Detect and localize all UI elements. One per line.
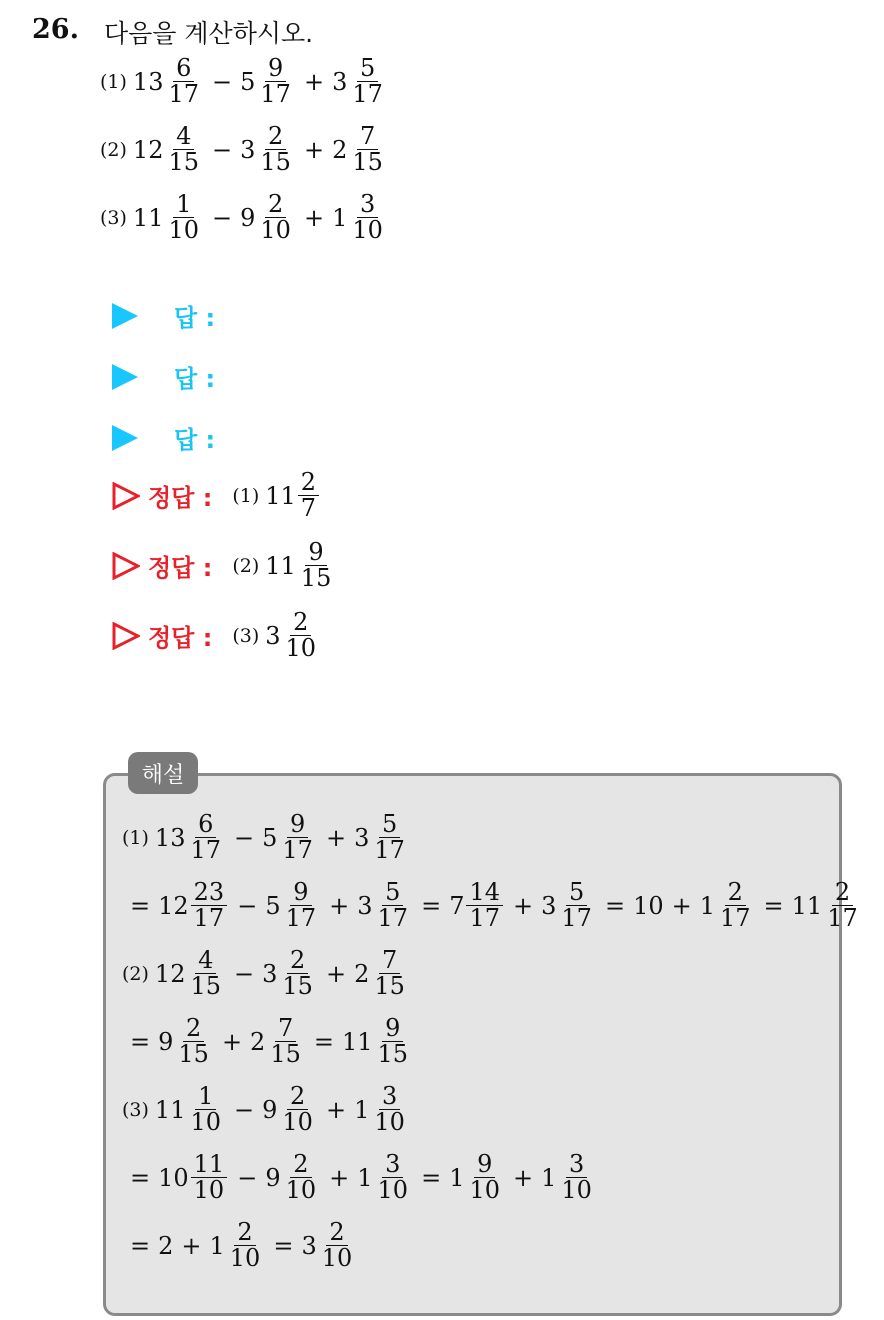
item-label: (3) (232, 624, 260, 647)
operator: − (234, 959, 255, 988)
whole: 11 (265, 551, 296, 580)
fraction: $\frac{9}{10}$ (469, 1150, 501, 1205)
fraction: $\frac{1}{10}$ (190, 1082, 222, 1137)
whole: 9 (240, 203, 256, 232)
fraction: $\frac{5}{17}$ (561, 878, 592, 933)
answer-label: 답 : (174, 426, 216, 454)
fraction: $\frac{3}{10}$ (377, 1150, 409, 1205)
fraction: $\frac{2}{17}$ (827, 878, 858, 933)
fraction: $\frac{2}{7}$ (298, 470, 319, 521)
operator: = (273, 1231, 294, 1260)
item-label: (2) (232, 554, 260, 577)
operator: + (303, 135, 325, 164)
number: 2 (158, 1231, 174, 1260)
operator: = (421, 891, 442, 920)
answer-label: 답 : (174, 304, 216, 332)
whole: 9 (265, 1163, 281, 1192)
whole: 5 (262, 823, 278, 852)
whole: 3 (262, 959, 278, 988)
fraction: $\frac{9}{15}$ (377, 1014, 409, 1069)
item-label: (1) (100, 70, 127, 93)
arrow-icon (112, 364, 138, 390)
operator: − (212, 135, 233, 164)
whole: 13 (132, 67, 164, 96)
whole: 1 (354, 1095, 370, 1124)
whole: 3 (301, 1231, 317, 1260)
fraction: $\frac{6}{17}$ (168, 54, 200, 109)
item-label: (1) (122, 826, 149, 849)
fraction: $\frac{2}{10}$ (285, 1150, 317, 1205)
fraction: $\frac{9}{17}$ (285, 878, 317, 933)
operator: + (671, 891, 692, 920)
operator: = (130, 891, 151, 920)
item-label: (1) (232, 484, 260, 507)
operator: + (221, 1027, 243, 1056)
question-number: 26. (32, 14, 79, 45)
fraction: $\frac{5}{17}$ (377, 878, 409, 933)
operator: + (329, 891, 350, 920)
whole: 11 (132, 203, 164, 232)
item-label: (3) (100, 206, 127, 229)
operator: − (237, 1163, 258, 1192)
answer-row (112, 298, 215, 333)
explanation-line (122, 1084, 410, 1135)
correct-answer-row (112, 540, 336, 591)
whole: 5 (240, 67, 256, 96)
operator: + (513, 1163, 534, 1192)
whole: 11 (791, 891, 823, 920)
whole: 3 (265, 621, 281, 650)
fraction: $\frac{4}{15}$ (168, 122, 200, 177)
fraction: $\frac{9}{17}$ (282, 810, 313, 865)
fraction: $\frac{9}{15}$ (300, 538, 332, 593)
operator: − (212, 67, 233, 96)
problem-item (100, 192, 388, 243)
whole: 3 (357, 891, 373, 920)
operator: = (130, 1027, 151, 1056)
operator: = (604, 891, 626, 920)
fraction: $\frac{5}{17}$ (352, 54, 383, 109)
correct-label: 정답 : (148, 484, 213, 513)
operator: + (303, 203, 325, 232)
operator: + (325, 1095, 347, 1124)
fraction: $\frac{2}{10}$ (260, 190, 291, 245)
fraction: $\frac{1}{10}$ (168, 190, 200, 245)
answer-row (112, 359, 215, 394)
explanation-line (122, 880, 863, 931)
explanation-line (122, 1016, 413, 1067)
fraction: $\frac{23}{17}$ (191, 880, 228, 931)
whole: 12 (158, 891, 189, 920)
fraction: $\frac{7}{15}$ (374, 946, 405, 1001)
explanation-line (122, 812, 410, 863)
number: 10 (633, 891, 664, 920)
explanation-line (122, 948, 410, 999)
operator: = (763, 891, 784, 920)
operator: + (303, 67, 325, 96)
question-prompt: 다음을 계산하시오. (104, 19, 314, 48)
fraction: $\frac{3}{10}$ (561, 1150, 592, 1205)
operator: = (130, 1231, 151, 1260)
fraction: $\frac{3}{10}$ (352, 190, 383, 245)
whole: 9 (262, 1095, 278, 1124)
operator: − (237, 891, 258, 920)
answer-row (112, 420, 215, 455)
fraction: $\frac{6}{17}$ (190, 810, 222, 865)
problem-item (100, 56, 388, 107)
fraction: $\frac{2}{10}$ (285, 608, 317, 663)
whole: 11 (265, 481, 296, 510)
fraction: $\frac{7}{15}$ (352, 122, 383, 177)
correct-answer-row (112, 610, 321, 661)
whole: 1 (332, 203, 348, 232)
item-label: (3) (122, 1098, 149, 1121)
operator: − (234, 1095, 255, 1124)
outline-triangle-icon (112, 482, 140, 510)
fraction: $\frac{2}{10}$ (321, 1218, 353, 1273)
fraction: $\frac{4}{15}$ (190, 946, 222, 1001)
whole: 2 (354, 959, 370, 988)
operator: + (325, 959, 347, 988)
fraction: $\frac{3}{10}$ (374, 1082, 405, 1137)
operator: + (181, 1231, 202, 1260)
fraction: $\frac{5}{17}$ (374, 810, 405, 865)
whole: 11 (341, 1027, 373, 1056)
fraction: $\frac{2}{15}$ (260, 122, 291, 177)
explanation-line (122, 1220, 357, 1271)
fraction: $\frac{2}{10}$ (229, 1218, 261, 1273)
operator: + (325, 823, 347, 852)
whole: 1 (357, 1163, 373, 1192)
whole: 1 (541, 1163, 557, 1192)
explanation-tag: 해설 (128, 752, 198, 794)
whole: 12 (154, 959, 186, 988)
item-label: (2) (100, 138, 127, 161)
whole: 10 (158, 1163, 189, 1192)
whole: 12 (132, 135, 164, 164)
whole: 3 (541, 891, 557, 920)
whole: 1 (699, 891, 715, 920)
whole: 3 (332, 67, 348, 96)
whole: 11 (154, 1095, 186, 1124)
fraction: $\frac{7}{15}$ (270, 1014, 301, 1069)
item-label: (2) (122, 962, 149, 985)
fraction: $\frac{2}{10}$ (282, 1082, 313, 1137)
whole: 7 (449, 891, 465, 920)
operator: = (130, 1163, 151, 1192)
whole: 13 (154, 823, 186, 852)
whole: 9 (158, 1027, 174, 1056)
correct-label: 정답 : (148, 554, 213, 583)
whole: 3 (240, 135, 256, 164)
whole: 5 (265, 891, 281, 920)
fraction: $\frac{9}{17}$ (260, 54, 291, 109)
answer-label: 답 : (174, 365, 216, 393)
whole: 3 (354, 823, 370, 852)
whole: 1 (209, 1231, 225, 1260)
explanation-line (122, 1152, 597, 1203)
fraction: $\frac{14}{17}$ (466, 880, 503, 931)
operator: − (212, 203, 233, 232)
fraction: $\frac{2}{15}$ (178, 1014, 209, 1069)
arrow-icon (112, 425, 138, 451)
operator: = (421, 1163, 442, 1192)
fraction: $\frac{2}{15}$ (282, 946, 313, 1001)
operator: + (513, 891, 534, 920)
whole: 2 (250, 1027, 266, 1056)
fraction: $\frac{2}{17}$ (720, 878, 751, 933)
correct-answer-row (112, 470, 321, 521)
operator: + (329, 1163, 350, 1192)
outline-triangle-icon (112, 552, 140, 580)
operator: − (234, 823, 255, 852)
outline-triangle-icon (112, 622, 140, 650)
whole: 2 (332, 135, 348, 164)
arrow-icon (112, 303, 138, 329)
fraction: $\frac{11}{10}$ (191, 1152, 228, 1203)
problem-item (100, 124, 388, 175)
correct-label: 정답 : (148, 624, 213, 653)
operator: = (313, 1027, 334, 1056)
whole: 1 (449, 1163, 465, 1192)
